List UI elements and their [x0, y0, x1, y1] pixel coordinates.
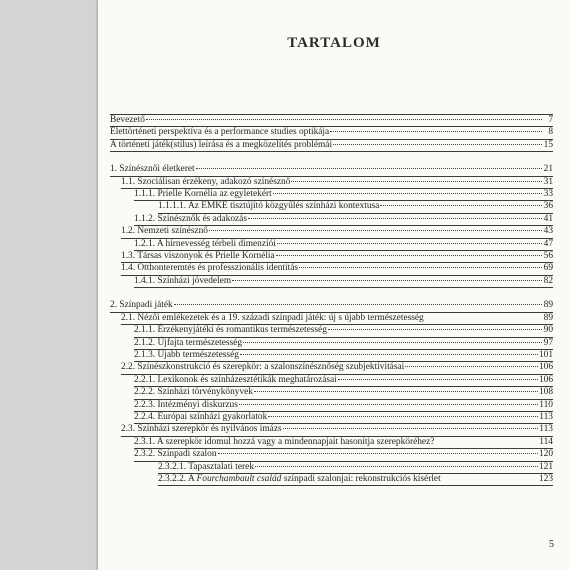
toc-entry-title: 1.1.1. Prielle Kornélia az egyletekért: [134, 189, 272, 200]
toc-leader-dots: [276, 255, 542, 256]
toc-entry-page: 121: [538, 461, 553, 472]
toc-entry-page: 89: [543, 312, 553, 323]
toc-entry-title: 1.1. Szociálisan érzékeny, adakozó színésznő: [121, 176, 291, 187]
toc-entry-title: 1.3. Társas viszonyok és Prielle Kornélia: [121, 251, 275, 262]
toc-entry-title: 2.1.2. Újfajta természetesség: [134, 337, 243, 348]
toc-entry-title: 2.3.1. A szerepkör idomul hozzá vagy a mindennapjait hasonítja szerepköréhez?: [134, 436, 435, 447]
toc-leader-dots: [232, 280, 542, 281]
toc-leader-dots: [240, 354, 538, 355]
toc-leader-dots: [268, 416, 538, 417]
toc-leader-dots: [333, 144, 542, 145]
toc-entry[interactable]: [110, 201, 553, 212]
toc-gap: [110, 288, 553, 300]
toc-entry-page: 56: [543, 251, 553, 262]
toc-entry[interactable]: [110, 177, 553, 188]
toc-entry-title: A történeti játék(stílus) leírása és a megközelítés problémái: [110, 139, 333, 150]
toc-entry-title: 1. Színésznői életkeret: [110, 164, 195, 175]
toc-leader-dots: [380, 205, 542, 206]
toc-entry[interactable]: [110, 387, 553, 398]
toc-entry[interactable]: [110, 437, 553, 448]
toc-entry-page: 97: [543, 337, 553, 348]
toc-entry-title: 2.2. Színészkonstrukció és szerepkör: a szalonszínésznőség szubjektivitásai: [121, 362, 405, 373]
toc-leader-dots: [328, 329, 542, 330]
toc-leader-dots: [254, 391, 538, 392]
toc-entry[interactable]: [110, 263, 553, 274]
toc-gap: [110, 152, 553, 164]
toc-entry[interactable]: [110, 115, 553, 126]
toc-entry-page: 114: [539, 436, 553, 447]
toc-leader-dots: [273, 193, 542, 194]
toc-leader-dots: [330, 131, 542, 132]
toc-leader-dots: [218, 453, 538, 454]
toc-leader-dots: [196, 168, 542, 169]
toc-entry-title: 2.3. Színházi szerepkör és nyilvános imázs: [121, 424, 282, 435]
toc-entry[interactable]: [110, 350, 553, 361]
toc-leader-dots: [299, 267, 542, 268]
toc-entry[interactable]: [110, 276, 553, 287]
toc-entry-title: Bevezető: [110, 115, 145, 125]
toc-entry-title: 2.1. Nézői emlékezetek és a 19. századi színpadi játék: új s újabb természetesség: [121, 312, 424, 323]
toc-entry-title: 2.1.3. Újabb természetesség: [134, 349, 239, 360]
toc-entry-page: 113: [539, 424, 553, 435]
toc-entry-title: 1.4.1. Színházi jövedelem: [134, 275, 232, 286]
toc-entry-page: 89: [543, 300, 553, 311]
toc-entry[interactable]: [110, 325, 553, 336]
toc-leader-dots: [255, 466, 538, 467]
toc-entry-page: 90: [543, 325, 553, 336]
toc-entry[interactable]: [110, 140, 553, 151]
toc-entry-page: 43: [543, 226, 553, 237]
toc-entry[interactable]: [110, 226, 553, 237]
toc-entry[interactable]: [110, 189, 553, 200]
toc-entry-page: 31: [543, 176, 553, 187]
toc-entry[interactable]: [110, 449, 553, 460]
toc-entry-title: 2.2.3. Intézményi diskurzus: [134, 399, 238, 410]
toc-entry[interactable]: [110, 474, 553, 485]
toc-leader-dots: [209, 230, 542, 231]
toc-entry-page: 106: [538, 374, 553, 385]
toc-leader-dots: [405, 366, 538, 367]
toc-entry-title: 2.1.1. Érzékenyjátéki és romantikus természetesség: [134, 325, 327, 336]
toc-entry-page: 47: [543, 238, 553, 249]
toc-entry-title: 1.1.2. Színésznők és adakozás: [134, 213, 247, 224]
toc-entry[interactable]: [110, 462, 553, 473]
toc-entry-page: 33: [543, 189, 553, 200]
book-page: [98, 0, 570, 570]
toc-leader-dots: [338, 379, 538, 380]
toc-entry[interactable]: [110, 127, 553, 138]
toc-entry[interactable]: [110, 164, 553, 175]
toc-entry-title: 1.4. Otthonteremtés és professzionális identitás: [121, 263, 299, 274]
toc-leader-dots: [277, 243, 542, 244]
toc-rule: [158, 485, 553, 486]
toc-entry-page: 7: [548, 115, 553, 125]
toc-entry[interactable]: [110, 239, 553, 250]
page-number: 5: [549, 539, 554, 550]
toc-entry-title: 2.2.2. Színházi törvénykönyvek: [134, 387, 253, 398]
toc-entry-title-part: színpadi szalonjai: rekonstrukciós kísérlet: [281, 473, 441, 484]
toc-entry-title: 1.1.1.1. Az EMKE tisztújító közgyűlés színházi kontextusa: [158, 201, 380, 212]
toc-entry-title: [158, 474, 539, 485]
toc-entry-page: 101: [538, 349, 553, 360]
toc-entry[interactable]: [110, 375, 553, 386]
toc-entry-title: 2. Színpadi játék: [110, 300, 173, 311]
toc-entry-title: 2.3.2.1. Tapasztalati terek: [158, 461, 255, 472]
toc-entry[interactable]: [110, 313, 553, 324]
toc-entry-title: 1.2.1. A hírnevesség térbeli dimenziói: [134, 238, 276, 249]
toc-entry[interactable]: [110, 412, 553, 423]
toc-entry-page: 123: [538, 473, 553, 484]
toc-entry-page: 36: [543, 201, 553, 212]
toc-entry-title: 2.3.2. Színpadi szalon: [134, 449, 217, 460]
toc-entry-title: Élettörténeti perspektíva és a performance studies optikája: [110, 127, 330, 138]
toc-entry[interactable]: [110, 400, 553, 411]
toc-entry-page: 82: [543, 275, 553, 286]
toc-entry-page: 15: [543, 139, 553, 150]
toc-entry-page: 113: [539, 411, 553, 422]
toc-entry-title: 1.2. Nemzeti színésznő: [121, 226, 208, 237]
toc-leader-dots: [283, 428, 539, 429]
toc-entry-page: 120: [538, 449, 553, 460]
toc-entry-page: 110: [539, 399, 553, 410]
toc-entry-page: 69: [543, 263, 553, 274]
toc-entry[interactable]: [110, 214, 553, 225]
toc-leader-dots: [174, 304, 542, 305]
toc-entry[interactable]: [110, 300, 553, 311]
toc-leader-dots: [248, 218, 542, 219]
toc-entry-title-italic: Fourchambault család: [196, 473, 282, 484]
toc-leader-dots: [146, 119, 542, 120]
toc-entry-page: 41: [543, 213, 553, 224]
toc-leader-dots: [291, 181, 542, 182]
toc-leader-dots: [243, 342, 542, 343]
toc-entry-title: 2.2.1. Lexikonok és színházesztétikák meghatározásai: [134, 374, 337, 385]
toc-entry-title-part: 2.3.2.2. A: [158, 473, 197, 484]
table-of-contents: [110, 114, 553, 486]
toc-entry[interactable]: [110, 424, 553, 435]
page-title: TARTALOM: [287, 35, 381, 51]
toc-entry-page: 8: [548, 127, 553, 138]
toc-entry[interactable]: [110, 338, 553, 349]
toc-entry[interactable]: [110, 362, 553, 373]
toc-entry-page: 106: [538, 362, 553, 373]
toc-entry-title: 2.2.4. Európai színházi gyakorlatok: [134, 411, 268, 422]
toc-leader-dots: [239, 404, 538, 405]
toc-entry[interactable]: [110, 251, 553, 262]
toc-entry-page: 108: [538, 387, 553, 398]
toc-entry-page: 21: [543, 164, 553, 175]
